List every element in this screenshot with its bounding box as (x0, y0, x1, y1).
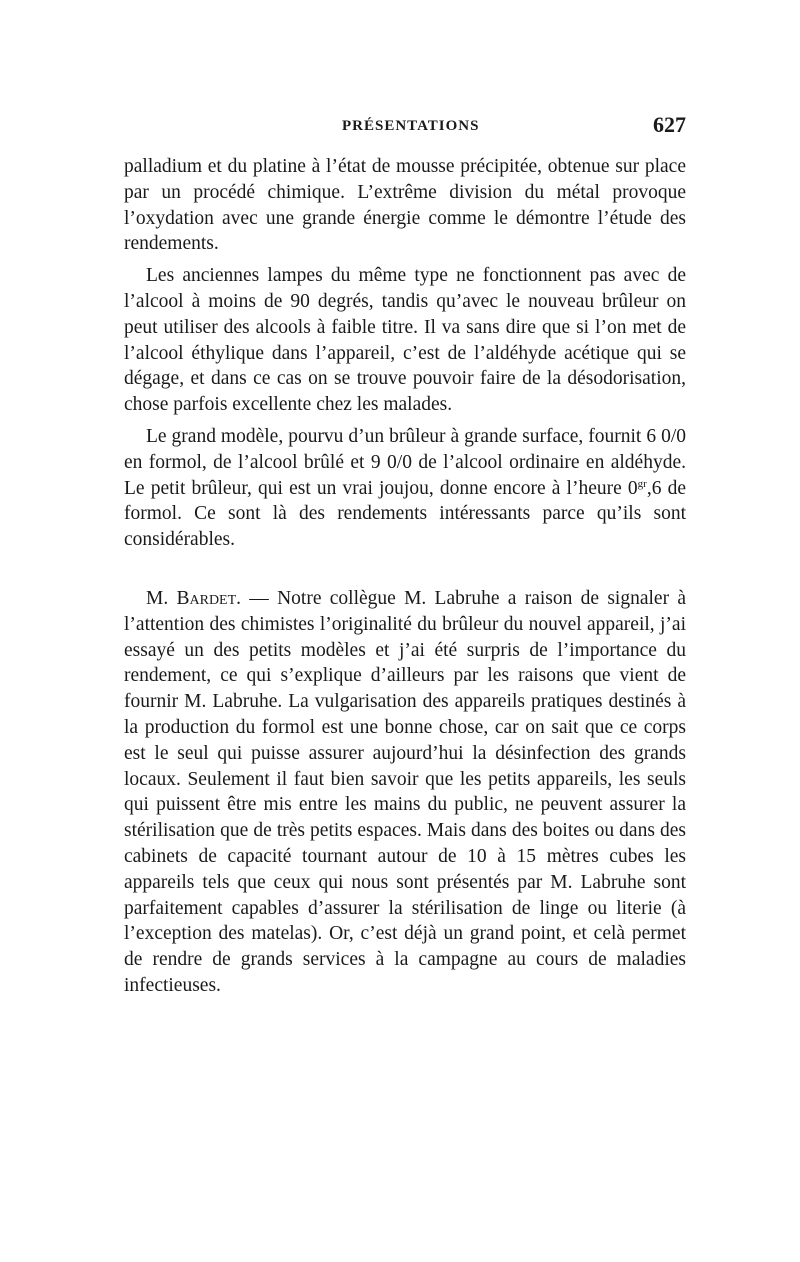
paragraph-grand-modele (124, 424, 686, 553)
paragraph-grand-modele-text-1: Le grand modèle, pourvu d’un brûleur à grande surface, fournit 6 0/0 en formol, de l’alcool brûlé et 9 0/0 de l’alcool ordinaire en aldéhyde. Le petit brûleur, qui est un vrai joujou, donne encore à l’heure 0 (124, 425, 686, 499)
gram-unit-superscript: gr (637, 477, 647, 490)
paragraph-grand-modele-text-2: ,6 de formol. Ce sont là des rendements intéressants parce qu’ils sont considérables. (124, 477, 686, 551)
paragraph-bardet (124, 586, 686, 999)
page-number: 627 (653, 112, 686, 137)
speaker-name: M. Bardet. (146, 587, 242, 609)
running-header (124, 112, 686, 142)
body-text (124, 154, 686, 999)
paragraph-bardet-text: — Notre collègue M. Labruhe a raison de signaler à l’attention des chimistes l’originalité du brûleur du nouvel appareil, j’ai essayé un des petits modèles et j’ai été surpris de l’importance du rendement, ce qui s’explique d’ailleurs par les raisons que vient de fournir M. Labruhe. La vulgarisation des appareils pratiques destinés à la production du formol est une bonne chose, car on sait que ce corps est le seul qui puisse assurer aujourd’hui la désinfection des grands locaux. Seulement il faut bien savoir que les petits appareils, les seuls qui puissent être mis entre les mains du public, ne peuvent assurer la stérilisation que de très petits espaces. Mais dans des boites ou dans des cabinets de capacité tournant autour de 10 à 15 mètres cubes les appareils tels que ceux qui nous sont présentés par M. Labruhe sont parfaitement capables d’assurer la stérilisation de linge ou literie (à l’exception des matelas). Or, c’est déjà un grand point, et celà permet de rendre de grands services à la campagne au cours de maladies infectieuses. (124, 587, 686, 996)
paragraph-continuation: palladium et du platine à l’état de mousse précipitée, obtenue sur place par un procédé chimique. L’extrême division du métal provoque l’oxydation avec une grande énergie comme le démontre l’étude des rendements. (124, 156, 686, 255)
paragraph-alcohol (124, 263, 686, 418)
paragraph-alcohol-text: Les anciennes lampes du même type ne fonctionnent pas avec de l’alcool à moins de 90 degrés, tandis qu’avec le nouveau brûleur on peut utiliser des alcools à faible titre. Il va sans dire que si l’on met de l’alcool éthylique dans l’appareil, c’est de l’aldéhyde acétique qui se dégage, et dans ce cas on se trouve pouvoir faire de la désodorisation, chose parfois excellente chez les malades. (124, 265, 686, 416)
section-gap (124, 553, 686, 586)
section-title: PRÉSENTATIONS (342, 118, 480, 134)
